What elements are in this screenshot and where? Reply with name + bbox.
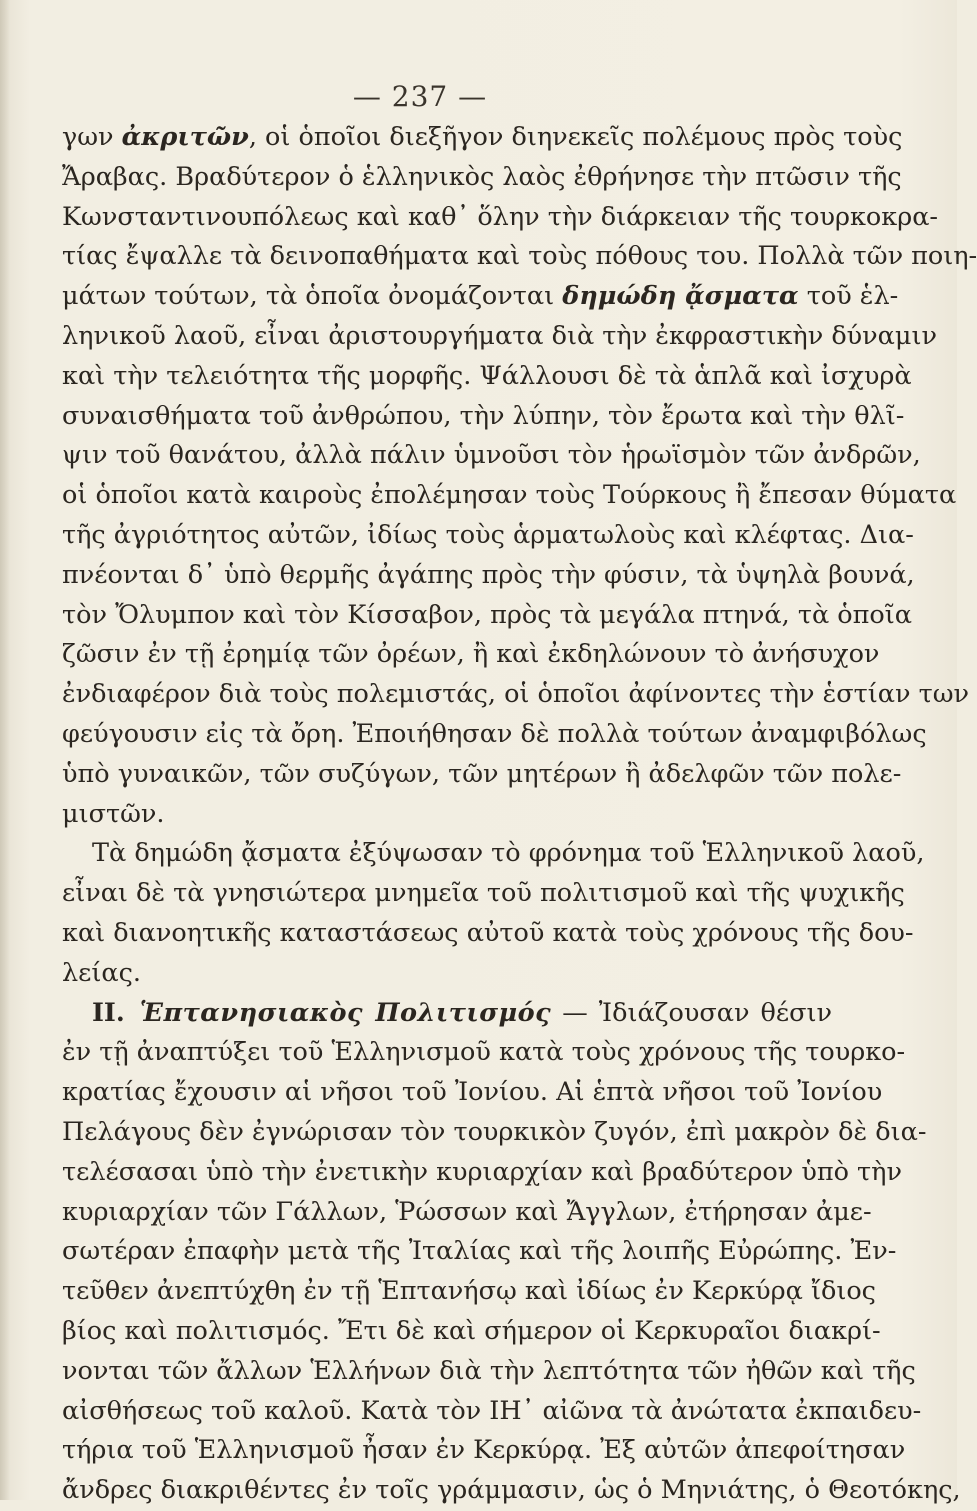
text-span: μάτων τούτων, τὰ ὁποῖα ὀνομάζονται xyxy=(62,281,563,312)
text-span: , οἱ ὁποῖοι διεξῆγον διηνεκεῖς πολέμους πρὸς τοὺς xyxy=(248,122,903,152)
section-number: II. xyxy=(92,997,125,1028)
text-line: Ἄραβας. Βραδύτερον ὁ ἑλληνικὸς λαὸς ἐθρήνησε τὴν πτῶσιν τῆς xyxy=(62,161,902,192)
section-heptanesian-culture xyxy=(62,994,961,1511)
text-line: Τὰ δημώδη ᾄσματα ἐξύψωσαν τὸ φρόνημα τοῦ Ἑλληνικοῦ λαοῦ, xyxy=(92,838,925,869)
page-number: — 237 — xyxy=(352,80,488,113)
text-line: τῆς ἀγριότητος αὐτῶν, ἰδίως τοὺς ἁρματωλοὺς καὶ κλέφτας. Δια- xyxy=(62,519,914,550)
paragraph-folk-songs-significance xyxy=(62,834,925,993)
text-line: τελέσασαι ὑπὸ τὴν ἐνετικὴν κυριαρχίαν καὶ βραδύτερον ὑπὸ τὴν xyxy=(62,1156,902,1187)
text-line: ἐνδιαφέρον διὰ τοὺς πολεμιστάς, οἱ ὁποῖοι ἀφίνοντες τὴν ἑστίαν των xyxy=(62,679,970,710)
text-line: Πελάγους δὲν ἐγνώρισαν τὸν τουρκικὸν ζυγόν, ἐπὶ μακρὸν δὲ δια- xyxy=(62,1116,927,1147)
text-line: ἄνδρες διακριθέντες ἐν τοῖς γράμμασιν, ὡς ὁ Μηνιάτης, ὁ Θεοτόκης, xyxy=(62,1475,961,1506)
text-line: εἶναι δὲ τὰ γνησιώτερα μνημεῖα τοῦ πολιτισμοῦ καὶ τῆς ψυχικῆς xyxy=(62,878,905,909)
text-line xyxy=(62,277,899,317)
text-span: γων xyxy=(62,122,122,152)
text-line xyxy=(62,118,903,158)
text-line: ἐν τῇ ἀναπτύξει τοῦ Ἑλληνισμοῦ κατὰ τοὺς χρόνους τῆς τουρκο- xyxy=(62,1037,906,1068)
text-line: νονται τῶν ἄλλων Ἑλλήνων διὰ τὴν λεπτότητα τῶν ἠθῶν καὶ τῆς xyxy=(62,1355,916,1386)
text-line: οἱ ὁποῖοι κατὰ καιροὺς ἐπολέμησαν τοὺς Τούρκους ἢ ἔπεσαν θύματα xyxy=(62,480,957,511)
text-line: φεύγουσιν εἰς τὰ ὄρη. Ἐποιήθησαν δὲ πολλὰ τούτων ἀναμφιβόλως xyxy=(62,718,927,749)
paragraph-folk-songs xyxy=(62,118,977,834)
text-line: ὑπὸ γυναικῶν, τῶν συζύγων, τῶν μητέρων ἢ ἀδελφῶν τῶν πολε- xyxy=(62,758,902,789)
page-spine-shadow xyxy=(0,0,10,1500)
emphasized-term: δημώδη ᾄσματα xyxy=(562,281,799,312)
text-span: τοῦ ἑλ- xyxy=(798,281,899,312)
section-heading-line xyxy=(62,994,832,1034)
text-line: ληνικοῦ λαοῦ, εἶναι ἀριστουργήματα διὰ τὴν ἐκφραστικὴν δύναμιν xyxy=(62,320,937,351)
text-line: ψιν τοῦ θανάτου, ἀλλὰ πάλιν ὑμνοῦσι τὸν ἡρωϊσμὸν τῶν ἀνδρῶν, xyxy=(62,440,921,471)
text-line: τίας ἔψαλλε τὰ δεινοπαθήματα καὶ τοὺς πόθους του. Πολλὰ τῶν ποιη- xyxy=(62,241,977,272)
text-line: τὸν Ὄλυμπον καὶ τὸν Κίσσαβον, πρὸς τὰ μεγάλα πτηνά, τὰ ὁποῖα xyxy=(62,599,912,630)
emphasized-term: ἀκριτῶν xyxy=(121,122,249,152)
text-line: καὶ τὴν τελειότητα τῆς μορφῆς. Ψάλλουσι δὲ τὰ ἁπλᾶ καὶ ἰσχυρὰ xyxy=(62,360,912,391)
text-line: τεῦθεν ἀνεπτύχθη ἐν τῇ Ἑπτανήσῳ καὶ ἰδίως ἐν Κερκύρᾳ ἴδιος xyxy=(62,1276,876,1307)
text-line: μιστῶν. xyxy=(62,798,165,829)
text-span: — Ἰδιάζουσαν θέσιν xyxy=(551,997,832,1028)
text-line: συναισθήματα τοῦ ἀνθρώπου, τὴν λύπην, τὸν ἔρωτα καὶ τὴν θλῖ- xyxy=(62,400,905,431)
text-line: αἰσθήσεως τοῦ καλοῦ. Κατὰ τὸν ΙΗ᾽ αἰῶνα τὰ ἀνώτατα ἐκπαιδευ- xyxy=(62,1395,922,1426)
text-line: κυριαρχίαν τῶν Γάλλων, Ῥώσσων καὶ Ἄγγλων, ἐτήρησαν ἀμε- xyxy=(62,1196,872,1227)
text-line: ζῶσιν ἐν τῇ ἐρημίᾳ τῶν ὀρέων, ἢ καὶ ἐκδηλώνουν τὸ ἀνήσυχον xyxy=(62,639,880,670)
text-line: βίος καὶ πολιτισμός. Ἔτι δὲ καὶ σήμερον οἱ Κερκυραῖοι διακρί- xyxy=(62,1315,881,1346)
text-line: λείας. xyxy=(62,957,141,988)
text-line: σωτέραν ἐπαφὴν μετὰ τῆς Ἰταλίας καὶ τῆς λοιπῆς Εὐρώπης. Ἐν- xyxy=(62,1236,897,1267)
text-line: Κωνσταντινουπόλεως καὶ καθ᾽ ὅλην τὴν διάρκειαν τῆς τουρκοκρα- xyxy=(62,201,939,232)
body-text xyxy=(62,118,977,1511)
text-line: τήρια τοῦ Ἑλληνισμοῦ ἦσαν ἐν Κερκύρᾳ. Ἐξ αὐτῶν ἀπεφοίτησαν xyxy=(62,1435,906,1466)
section-title: Ἑπτανησιακὸς Πολιτισμός xyxy=(139,997,552,1028)
text-line: καὶ διανοητικῆς καταστάσεως αὐτοῦ κατὰ τοὺς χρόνους τῆς δου- xyxy=(62,917,914,948)
text-line: πνέονται δ᾽ ὑπὸ θερμῆς ἀγάπης πρὸς τὴν φύσιν, τὰ ὑψηλὰ βουνά, xyxy=(62,559,915,590)
text-line: κρατίας ἔχουσιν αἱ νῆσοι τοῦ Ἰονίου. Αἱ ἑπτὰ νῆσοι τοῦ Ἰονίου xyxy=(62,1077,883,1108)
